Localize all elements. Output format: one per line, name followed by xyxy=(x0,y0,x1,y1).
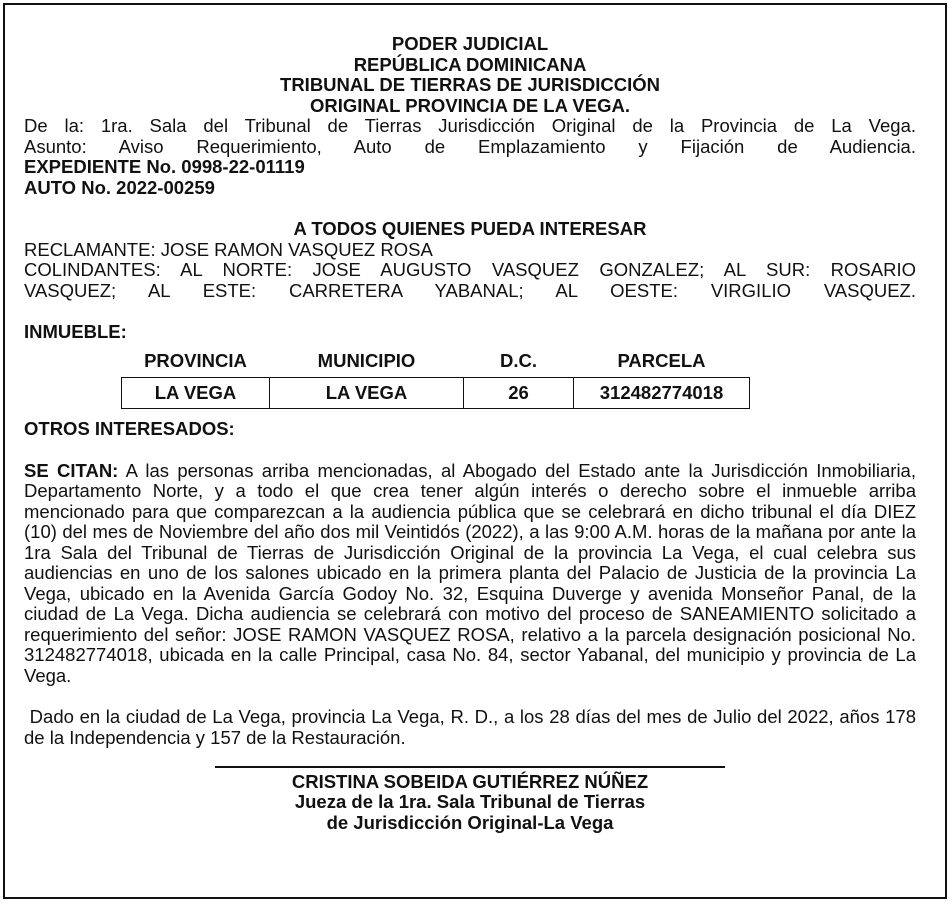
dado-paragraph xyxy=(24,706,922,748)
signature-line xyxy=(215,766,725,768)
cell-provincia: LA VEGA xyxy=(122,378,270,409)
dado-text: Dado en la ciudad de La Vega, provincia La Vega, R. D., a los 28 días del mes de Julio del 2022, años 178 de la Independencia y 157 de la Restauración. xyxy=(24,706,922,748)
signatory-title-2: de Jurisdicción Original-La Vega xyxy=(326,811,614,833)
citacion-text: A las personas arriba mencionadas, al Abogado del Estado ante la Jurisdicción Inmobiliaria, Departamento Norte, y a todo el que crea tener algún interés o derecho sobre el inmueble arriba mencionado para que comparezcan a la audiencia pública que se celebrará en dicho tribunal el día DIEZ (10) del mes de Noviembre del año dos mil Veintidós (2022), a las 9:00 A.M. horas de la mañana por ante la 1ra Sala del Tribunal de Tierras de Jurisdicción Original de la provincia La Vega, el cual celebra sus audiencias en uno de los salones ubicado en la primera planta del Palacio de Justicia de la provincia La Vega, ubicado en la Avenida García Godoy No. 32, Esquina Duverge y avenida Monseñor Panal, de la ciudad de La Vega. Dicha audiencia se celebrará con motivo del proceso de SANEAMIENTO solicitado a requerimiento del señor: JOSE RAMON VASQUEZ ROSA, relativo a la parcela designación posicional No. 312482774018, ubicada en la calle Principal, casa No. 84, sector Yabanal, del municipio y provincia de La Vega. xyxy=(24,459,916,686)
citacion-paragraph xyxy=(24,461,916,687)
column-header-municipio: MUNICIPIO xyxy=(317,349,416,371)
table-row xyxy=(122,378,750,409)
interesados-heading: A TODOS QUIENES PUEDA INTERESAR xyxy=(293,218,647,239)
reclamante-line: RECLAMANTE: JOSE RAMON VASQUEZ ROSA xyxy=(24,238,433,260)
signatory-title-1: Jueza de la 1ra. Sala Tribunal de Tierras xyxy=(294,791,646,812)
colindantes-line-1: COLINDANTES: AL NORTE: JOSE AUGUSTO VASQUEZ GONZALEZ; AL SUR: ROSARIO xyxy=(24,259,916,280)
signatory-name: CRISTINA SOBEIDA GUTIÉRREZ NÚÑEZ xyxy=(291,770,649,792)
de-la-line: De la: 1ra. Sala del Tribunal de Tierras Jurisdicción Original de la Provincia de La Vega. xyxy=(24,115,916,136)
column-header-provincia: PROVINCIA xyxy=(144,349,247,371)
auto-number: AUTO No. 2022-00259 xyxy=(24,176,215,198)
column-header-parcela: PARCELA xyxy=(617,349,706,371)
header-line-4: ORIGINAL PROVINCIA DE LA VEGA. xyxy=(309,94,630,116)
citacion-lead: SE CITAN: xyxy=(24,459,119,481)
header-line-2: REPÚBLICA DOMINICANA xyxy=(353,53,587,75)
cell-parcela: 312482774018 xyxy=(574,378,750,409)
otros-interesados-label: OTROS INTERESADOS: xyxy=(24,418,235,439)
column-header-dc: D.C. xyxy=(500,349,537,371)
asunto-line: Asunto: Aviso Requerimiento, Auto de Emplazamiento y Fijación de Audiencia. xyxy=(24,135,916,157)
cell-dc: 26 xyxy=(464,378,574,409)
inmueble-table xyxy=(121,349,750,410)
header-line-1: PODER JUDICIAL xyxy=(391,33,549,54)
cell-municipio: LA VEGA xyxy=(270,378,464,409)
colindantes-line-2: VASQUEZ; AL ESTE: CARRETERA YABANAL; AL OESTE: VIRGILIO VASQUEZ. xyxy=(24,279,916,301)
expediente-number: EXPEDIENTE No. 0998-22-01119 xyxy=(24,156,305,177)
notice-content xyxy=(24,33,922,833)
inmueble-label: INMUEBLE: xyxy=(24,321,127,342)
header-line-3: TRIBUNAL DE TIERRAS DE JURISDICCIÓN xyxy=(280,74,660,95)
